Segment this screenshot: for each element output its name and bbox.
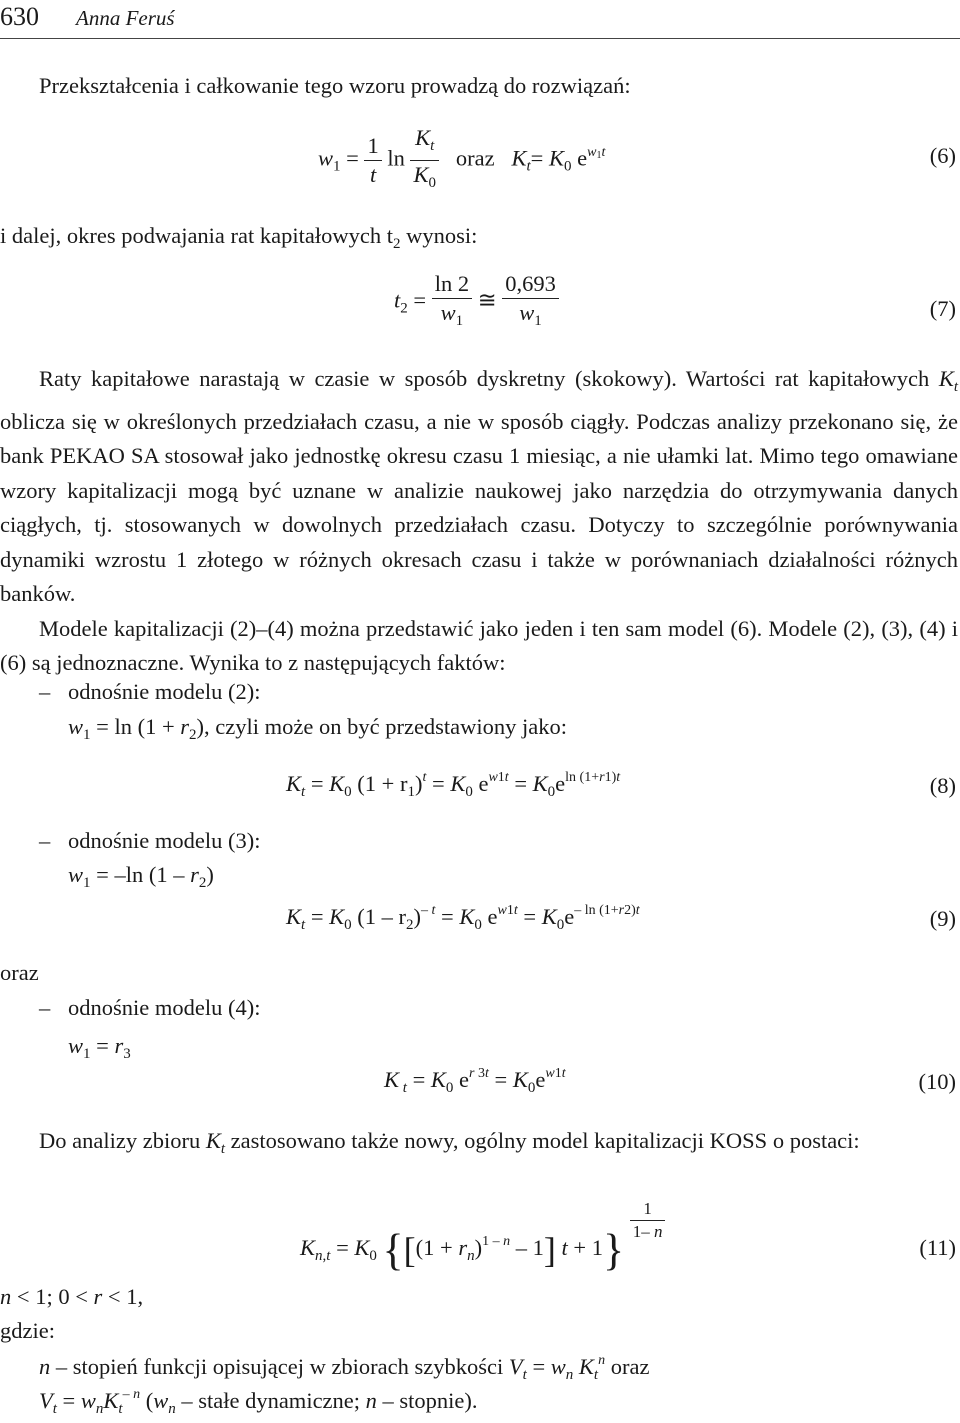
equation-number-6: (6) <box>929 143 956 168</box>
item3-label: odnośnie modelu (4): <box>68 995 261 1020</box>
item2-label: odnośnie modelu (3): <box>68 828 261 853</box>
item2-formula: $w_1 = -\ln$ $(1 - r_2)$ <box>68 862 214 891</box>
equation-number-11: (11) <box>919 1235 956 1260</box>
item1-formula: $w_1 = \ln (1 + r_2)$, czyli może on być przedstawiony jako: <box>68 714 568 743</box>
equation-11: $K_{n,t} = K_0$ {$[(1 + r_n)^{1 - n} - 1]$ t + 1} $\frac{1}{1- n}$ <box>300 1198 665 1275</box>
header-rule <box>0 38 960 39</box>
equation-number-8: (8) <box>929 773 956 798</box>
gdzie-label: gdzie: <box>0 1318 55 1343</box>
equation-8: $K_t = K_0$ $(1 + r_1)^t = K_0$ $e^{w1t} = K_0e^{ln (1+r1)t}$ <box>286 770 621 800</box>
equation-9: $K_t = K_0$ $(1 - r_2)^{- t} = K_0$ $e^{w1t} = K_0e^{- ln (1+r2)t}$ <box>286 903 640 933</box>
t2-intro-line: i dalej, okres podwajania rat kapitałowych $t_2$ wynosi: <box>0 223 478 252</box>
body-paragraph-3: Do analizy zbioru $K_t$ zastosowano także nowy, ogólny model kapitalizacji KOSS o postaci: <box>39 1128 860 1157</box>
equation-number-9: (9) <box>929 906 956 931</box>
equation-number-7: (7) <box>929 296 956 321</box>
equation-7: $t_2$ = $\frac{\ln 2}{w_1}$ ≅ $\frac{0,693}{w_1}$ <box>394 270 559 335</box>
running-head-author: Anna Feruś <box>76 6 175 30</box>
definition-2: $V_t = w_nK_t^{- n}$ ($w_n$ – stałe dynamiczne; n – stopnie). <box>39 1387 478 1417</box>
page-number: 630 <box>0 2 39 31</box>
body-paragraph-1: Raty kapitałowe narastają w czasie w sposób dyskretny (skokowy). Wartości rat kapitałowych $K_t$ oblicza się w określonych przedziałach czasu, a nie w sposób ciągły. Podczas analizy przekonano się, że bank PEKAO SA stosował jako jednostkę okresu czasu 1 miesiąc, a nie ułamki lat. Mimo tego omawiane wzory kapitalizacji mogą być uznane w analizie naukowej jako narzędzia do otrzymywania danych ciągłych, tj. stosowanych w dowolnych przedziałach czasu. Dotyczy to szczególnie porównywania dynamiki wzrostu 1 złotego w różnych okresach czasu i także w porównaniach działalności różnych banków. Modele kapitalizacji (2)‒(4) można przedstawić jako jeden i ten sam model (6). Modele (2), (3), (4) i (6) są jednoznaczne. Wynika to z następujących faktów: <box>0 366 958 675</box>
intro-line: Przekształcenia i całkowanie tego wzoru prowadzą do rozwiązań: <box>39 73 631 98</box>
item1-dash: – <box>39 679 51 704</box>
oraz-word: oraz <box>0 960 39 985</box>
equation-6: $w_1$ = $\frac{1}{t}$ ln $\frac{K_t}{K_0}$ oraz $K_t= K_0$ $e^{w_1t}$ <box>318 125 606 191</box>
item3-formula: $w_1 = r_3$ <box>68 1033 131 1062</box>
item3-dash: – <box>39 995 51 1020</box>
definition-1: n – stopień funkcji opisującej w zbiorach szybkości $V_t = w_n$ $K_t^n$ oraz <box>39 1353 650 1383</box>
equation-number-10: (10) <box>918 1069 956 1094</box>
item2-dash: – <box>39 828 51 853</box>
item1-label: odnośnie modelu (2): <box>68 679 261 704</box>
condition-line: n < 1; 0 < r < 1, <box>0 1284 144 1309</box>
equation-10: K $_t = K_0$ $e^{r 3t} = K_0e^{w1t}$ <box>384 1066 566 1096</box>
